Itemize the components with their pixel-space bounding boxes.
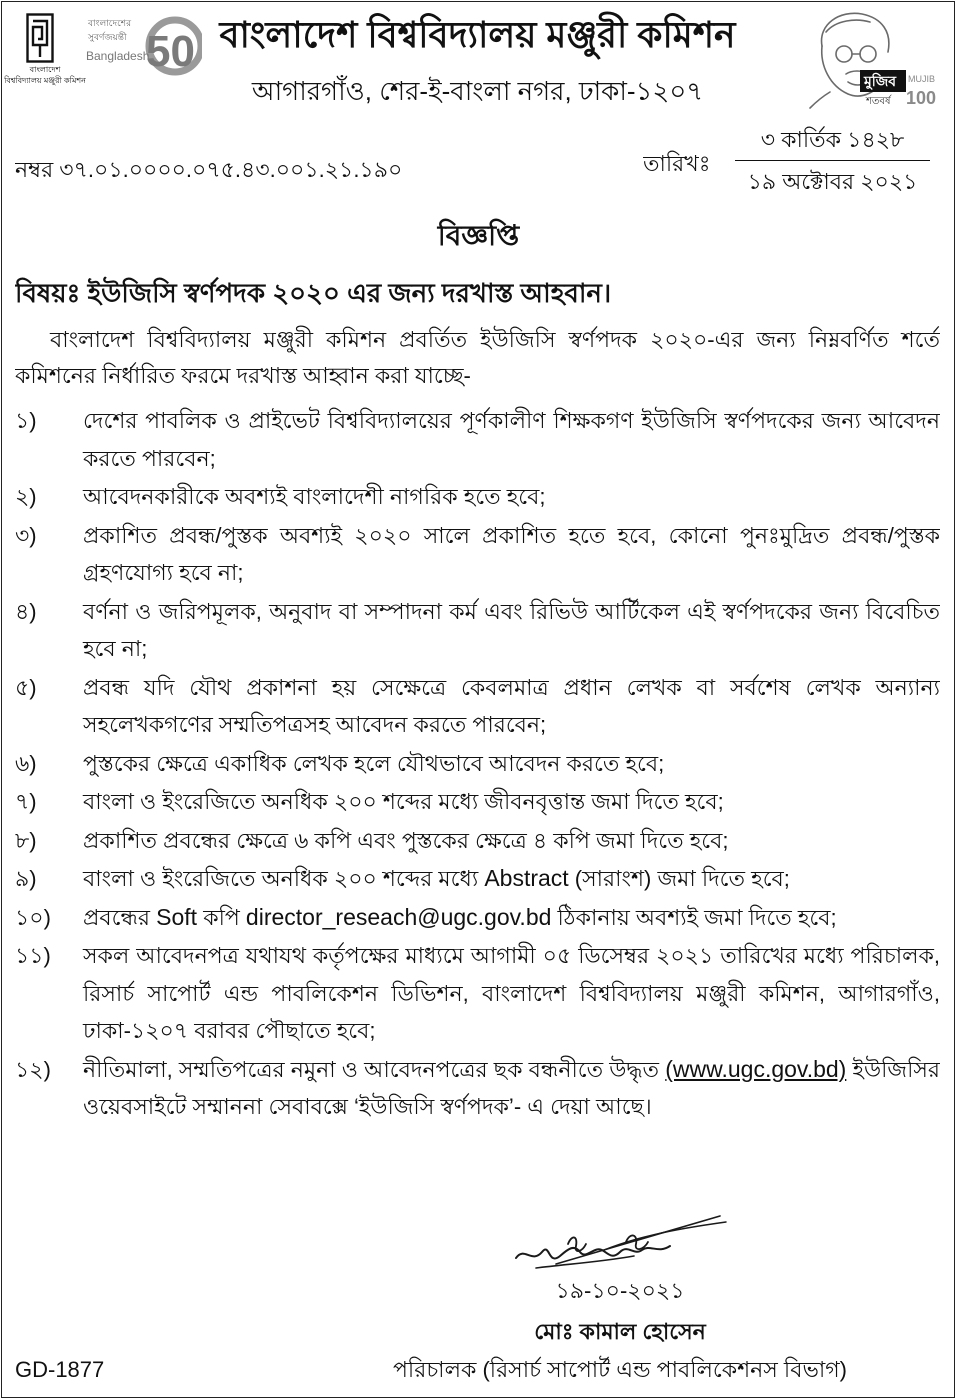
list-item-text: প্রবন্ধ যদি যৌথ প্রকাশনা হয় সেক্ষেত্রে কেবলমাত্র প্রধান লেখক বা সর্বশেষ লেখক অন্যান্য সহলেখকগণের সম্মতিপত্রসহ আবেদন করতে পারবেন;	[83, 674, 940, 737]
text-segment: ইউজিসির ওয়েবসাইটে সম্মাননা সেবাবক্সে ‘ইউজিসি স্বর্ণপদক’- এ দেয়া আছে।	[83, 1056, 940, 1119]
list-item-number: ১)	[15, 408, 37, 433]
page-title: বাংলাদেশ বিশ্ববিদ্যালয় মঞ্জুরী কমিশন	[219, 14, 736, 55]
date-gregorian: ১৯ অক্টোবর ২০২১	[747, 169, 918, 194]
list-item-text	[83, 899, 940, 937]
list-item	[15, 822, 940, 860]
list-item-text	[83, 1051, 940, 1126]
jubilee-text-bn-2: সুবর্ণজয়ন্তী	[88, 32, 127, 42]
list-item	[15, 402, 940, 477]
list-item-number: ৪)	[15, 598, 37, 624]
ugc-logo-icon	[26, 13, 54, 63]
mujib-text-en-1: MUJIB	[908, 74, 935, 84]
text-segment: কপি	[197, 904, 246, 930]
list-item	[15, 669, 940, 744]
list-item-text: পুস্তকের ক্ষেত্রে একাধিক লেখক হলে যৌথভাবে আবেদন করতে হবে;	[83, 750, 665, 776]
reference-number: নম্বর ৩৭.০১.০০০০.০৭৫.৪৩.০০১.২১.১৯০	[15, 157, 403, 182]
list-item	[15, 783, 940, 821]
list-item	[15, 860, 940, 898]
handwritten-signature	[508, 1206, 733, 1276]
list-item-number: ৬)	[15, 750, 37, 776]
ugc-logo-caption	[4, 64, 86, 86]
intro-paragraph: বাংলাদেশ বিশ্ববিদ্যালয় মঞ্জুরী কমিশন প্রবর্তিত ইউজিসি স্বর্ণপদক ২০২০-এর জন্য নিম্নবর্ণিত শর্তে কমিশনের নির্ধারিত ফরমে দরখাস্ত আহ্বান করা যাচ্ছে-	[15, 327, 940, 388]
date-divider	[735, 160, 930, 161]
list-item-text: বর্ণনা ও জরিপমূলক, অনুবাদ বা সম্পাদনা কর্ম এবং রিভিউ আর্টিকেল এই স্বর্ণপদকের জন্য বিবেচিত হবে না;	[83, 598, 940, 661]
text-segment: বাংলা ও ইংরেজিতে অনধিক ২০০ শব্দের মধ্যে	[83, 866, 485, 891]
mujib-100-logo	[800, 6, 940, 110]
list-item-number: ১০)	[15, 904, 51, 930]
ugc-caption-line2: বিশ্ববিদ্যালয় মঞ্জুরী কমিশন	[4, 76, 86, 85]
mujib-text-bn-2: শতবর্ষ	[866, 96, 891, 107]
ugc-caption-line1: বাংলাদেশ	[29, 65, 61, 74]
jubilee-text-en: Bangladesh	[86, 49, 150, 63]
list-item-text	[83, 860, 940, 898]
notice-heading: বিজ্ঞপ্তি	[437, 220, 520, 251]
website-url: (www.ugc.gov.bd)	[665, 1055, 847, 1082]
list-item	[15, 1051, 940, 1126]
notice-body	[15, 322, 940, 1210]
list-item-number: ৮)	[15, 827, 37, 853]
list-item	[15, 517, 940, 592]
signature-date: ১৯-১০-২০২১	[555, 1278, 685, 1303]
jubilee-text-bn-1: বাংলাদেশের	[88, 18, 132, 28]
list-item-number: ১২)	[15, 1056, 51, 1082]
jubilee-number: 50	[146, 27, 195, 76]
office-address: আগারগাঁও, শের-ই-বাংলা নগর, ঢাকা-১২০৭	[251, 76, 704, 106]
text-segment: নীতিমালা, সম্মতিপত্রের নমুনা ও আবেদনপত্রের ছক বন্ধনীতে উদ্ধৃত	[83, 1056, 666, 1082]
text-segment: ঠিকানায় অবশ্যই জমা দিতে হবে;	[551, 904, 837, 930]
list-item-number: ৫)	[15, 674, 37, 700]
text-segment: (সারাংশ) জমা দিতে হবে;	[568, 866, 790, 891]
list-item-text: সকল আবেদনপত্র যথাযথ কর্তৃপক্ষের মাধ্যমে আগামী ০৫ ডিসেম্বর ২০২১ তারিখের মধ্যে পরিচালক, রিসার্চ সাপোর্ট এন্ড পাবলিকেশন ডিভিশন, বাংলাদেশ বিশ্ববিদ্যালয় মঞ্জুরী কমিশন, আগারগাঁও, ঢাকা-১২০৭ বরাবর পৌছাতে হবে;	[83, 943, 940, 1043]
list-item-number: ২)	[15, 484, 37, 509]
list-item	[15, 593, 940, 668]
notice-subject: বিষয়ঃ ইউজিসি স্বর্ণপদক ২০২০ এর জন্য দরখাস্ত আহবান।	[15, 278, 612, 308]
text-segment: প্রবন্ধের	[83, 904, 157, 930]
soft-word: Soft	[156, 903, 198, 930]
date-bangla: ৩ কার্তিক ১৪২৮	[760, 127, 905, 152]
list-item-number: ৩)	[15, 522, 37, 548]
abstract-word: Abstract	[484, 865, 569, 891]
signatory-designation: পরিচালক (রিসার্চ সাপোর্ট এন্ড পাবলিকেশনস বিভাগ)	[392, 1357, 847, 1382]
list-item	[15, 899, 940, 937]
mujib-text-en-2: 100	[906, 88, 937, 108]
date-label: তারিখঃ	[643, 151, 711, 176]
list-item-text: প্রকাশিত প্রবন্ধের ক্ষেত্রে ৬ কপি এবং পুস্তকের ক্ষেত্রে ৪ কপি জমা দিতে হবে;	[83, 827, 729, 853]
list-item	[15, 478, 940, 516]
mujib-text-bn-1: মুজিব	[864, 73, 897, 89]
signatory-name: মোঃ কামাল হোসেন	[534, 1319, 706, 1344]
gd-code: GD-1877	[15, 1357, 105, 1382]
list-item	[15, 745, 940, 783]
list-item-text: বাংলা ও ইংরেজিতে অনধিক ২০০ শব্দের মধ্যে জীবনবৃত্তান্ত জমা দিতে হবে;	[83, 789, 724, 814]
email-address: director_reseach@ugc.gov.bd	[245, 903, 552, 930]
list-item-number: ১১)	[15, 943, 51, 968]
list-item-text: আবেদনকারীকে অবশ্যই বাংলাদেশী নাগরিক হতে হবে;	[83, 484, 546, 509]
list-item-number: ৭)	[15, 789, 37, 814]
list-item-number: ৯)	[15, 866, 37, 891]
list-item-text: প্রকাশিত প্রবন্ধ/পুস্তক অবশ্যই ২০২০ সালে প্রকাশিত হতে হবে, কোনো পুনঃমুদ্রিত প্রবন্ধ/পুস্তক গ্রহণযোগ্য হবে না;	[83, 522, 940, 585]
list-item-text: দেশের পাবলিক ও প্রাইভেট বিশ্ববিদ্যালয়ের পূর্ণকালীণ শিক্ষকগণ ইউজিসি স্বর্ণপদকের জন্য আবেদন করতে পারবেন;	[83, 408, 940, 471]
bangladesh-50-logo	[80, 8, 202, 80]
list-item	[15, 937, 940, 1050]
